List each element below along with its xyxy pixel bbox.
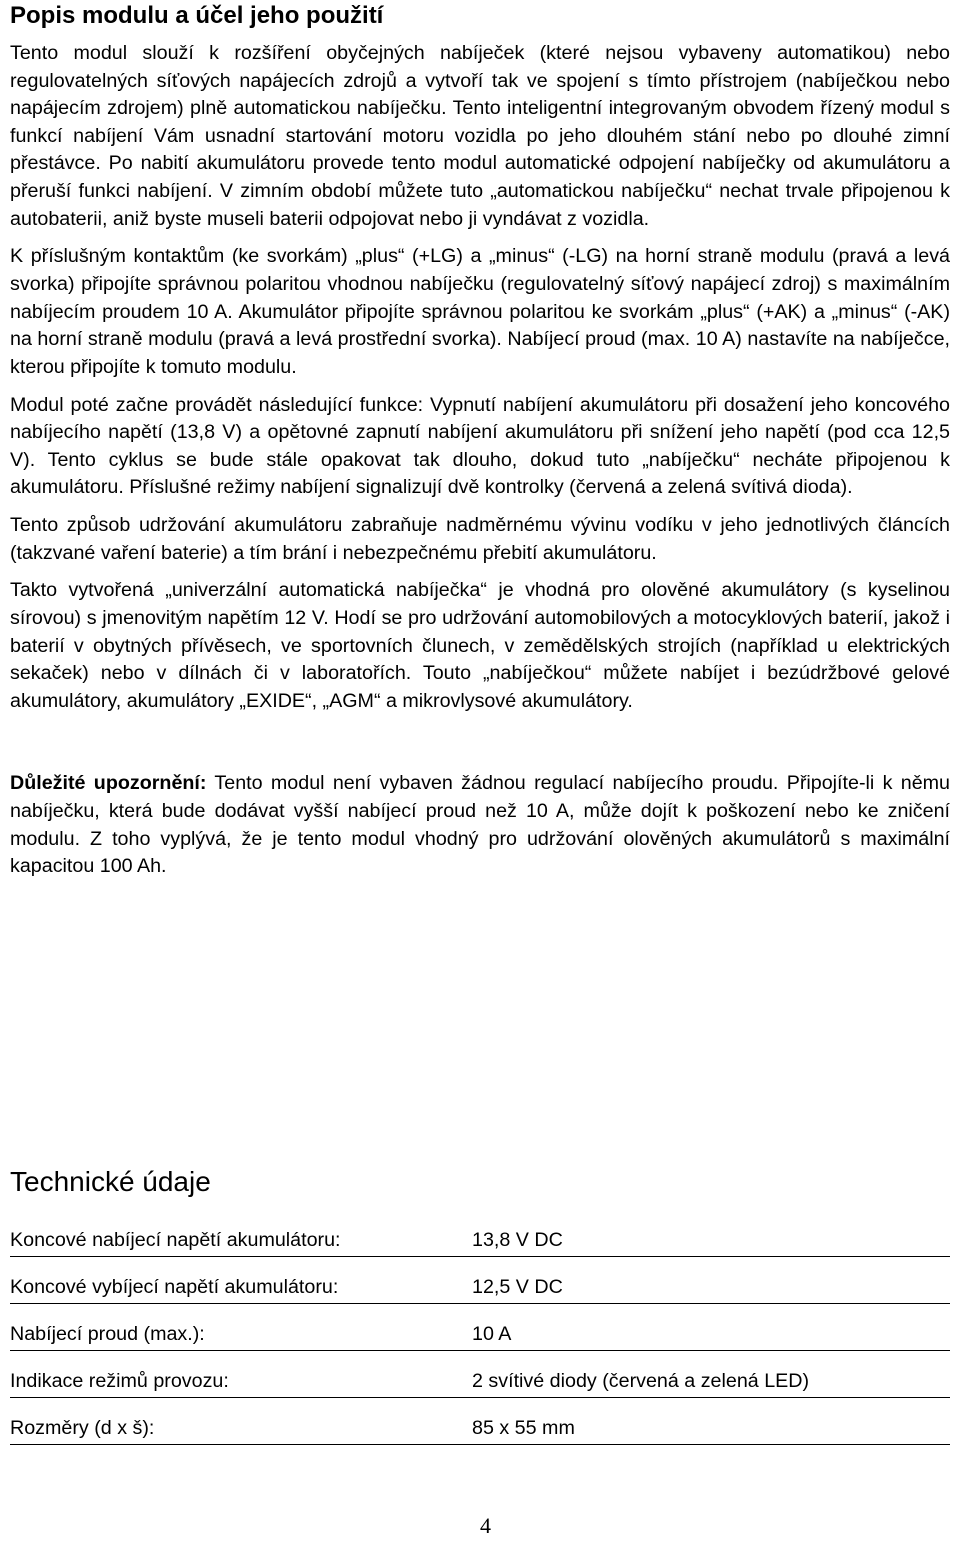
page-number: 4	[480, 1513, 491, 1538]
paragraph-function: Modul poté začne provádět následující funkce: Vypnutí nabíjení akumulátoru při dosažení jeho koncového nabíjecího napětí (13,8 V) a opětovné zapnutí nabíjení akumulátoru při snížení jeho napětí (pod cca 12,5 V). Tento cyklus se bude stále opakovat tak dlouho, dokud tuto „nabíječku“ necháte připojenou k akumulátoru. Příslušné režimy nabíjení signalizují dvě kontrolky (červená a zelená svítivá dioda).	[10, 393, 950, 499]
spec-label: Koncové nabíjecí napětí akumulátoru:	[10, 1210, 472, 1257]
description-body	[10, 40, 950, 891]
tech-specs-table	[10, 1210, 950, 1445]
warning-text: Tento modul není vybaven žádnou regulací nabíjecího proudu. Připojíte-li k němu nabíječku, která bude dodávat vyšší nabíjecí proud než 10 A, může dojít k poškození nebo ke zničení modulu. Z toho vyplývá, že je tento modul vhodný pro udržování olověných akumulátorů s maximální kapacitou 100 Ah.	[10, 772, 950, 878]
paragraph-usage: Takto vytvořená „univerzální automatická nabíječka“ je vhodná pro olověné akumulátory (s kyselinou sírovou) s jmenovitým napětím 12 V. Hodí se pro udržování automobilových a motocyklových baterií, jakož i baterií v obytných přívěsech, ve sportovních člunech, v zemědělských strojích (například u elektrických sekaček) nebo v dílnách či v laboratořích. Touto „nabíječkou“ můžete nabíjet i bezúdržbové gelové akumulátory, akumulátory „EXIDE“, „AGM“ a mikrovlysové akumulátory.	[10, 579, 950, 712]
spec-value: 12,5 V DC	[472, 1257, 950, 1304]
spec-row	[10, 1210, 950, 1257]
spec-row	[10, 1257, 950, 1304]
spec-label: Koncové vybíjecí napětí akumulátoru:	[10, 1257, 472, 1304]
spec-value: 13,8 V DC	[472, 1210, 950, 1257]
section-title: Popis modulu a účel jeho použití	[10, 2, 384, 29]
warning-label: Důležité upozornění:	[10, 772, 207, 795]
paragraph-purpose: Tento modul slouží k rozšíření obyčejných nabíječek (které nejsou vybaveny automatikou) nebo regulovatelných síťových napájecích zdrojů a vytvoří tak ve spojení s tímto přístrojem (nabíječkou nebo napájecím zdrojem) plně automatickou nabíječku. Tento inteligentní integrovaným obvodem řízený modul s funkcí nabíjení Vám usnadní startování motoru vozidla po jeho dlouhém stání nebo po dlouhé zimní přestávce. Po nabití akumulátoru provede tento modul automatické odpojení nabíječky od akumulátoru a přeruší funkci nabíjení. V zimním období můžete tuto „automatickou nabíječku“ nechat trvale připojenou k autobaterii, aniž byste museli baterii odpojovat nebo ji vyndávat z vozidla.	[10, 42, 950, 230]
spec-label: Rozměry (d x š):	[10, 1398, 472, 1445]
paragraph-connection: K příslušným kontaktům (ke svorkám) „plus“ (+LG) a „minus“ (-LG) na horní straně modulu (pravá a levá svorka) připojíte správnou polaritou vhodnou nabíječku (regulovatelný síťový napájecí zdroj) s maximálním nabíjecím proudem 10 A. Akumulátor připojíte správnou polaritou ke svorkám „plus“ (+AK) a „minus“ (-AK) na horní straně modulu (pravá a levá prostřední svorka). Nabíjecí proud (max. 10 A) nastavíte na nabíječce, kterou připojíte k tomuto modulu.	[10, 245, 950, 378]
spec-value: 85 x 55 mm	[472, 1398, 950, 1445]
spec-value: 10 A	[472, 1304, 950, 1351]
spec-row	[10, 1351, 950, 1398]
spec-value: 2 svítivé diody (červená a zelená LED)	[472, 1351, 950, 1398]
warning-paragraph	[10, 770, 950, 880]
spec-label: Indikace režimů provozu:	[10, 1351, 472, 1398]
tech-specs-heading: Technické údaje	[10, 1166, 211, 1197]
spec-label: Nabíjecí proud (max.):	[10, 1304, 472, 1351]
spec-row	[10, 1304, 950, 1351]
spec-row	[10, 1398, 950, 1445]
paragraph-maintenance: Tento způsob udržování akumulátoru zabraňuje nadměrnému vývinu vodíku v jeho jednotlivých článcích (takzvané vaření baterie) a tím brání i nebezpečnému přebití akumulátoru.	[10, 514, 950, 564]
